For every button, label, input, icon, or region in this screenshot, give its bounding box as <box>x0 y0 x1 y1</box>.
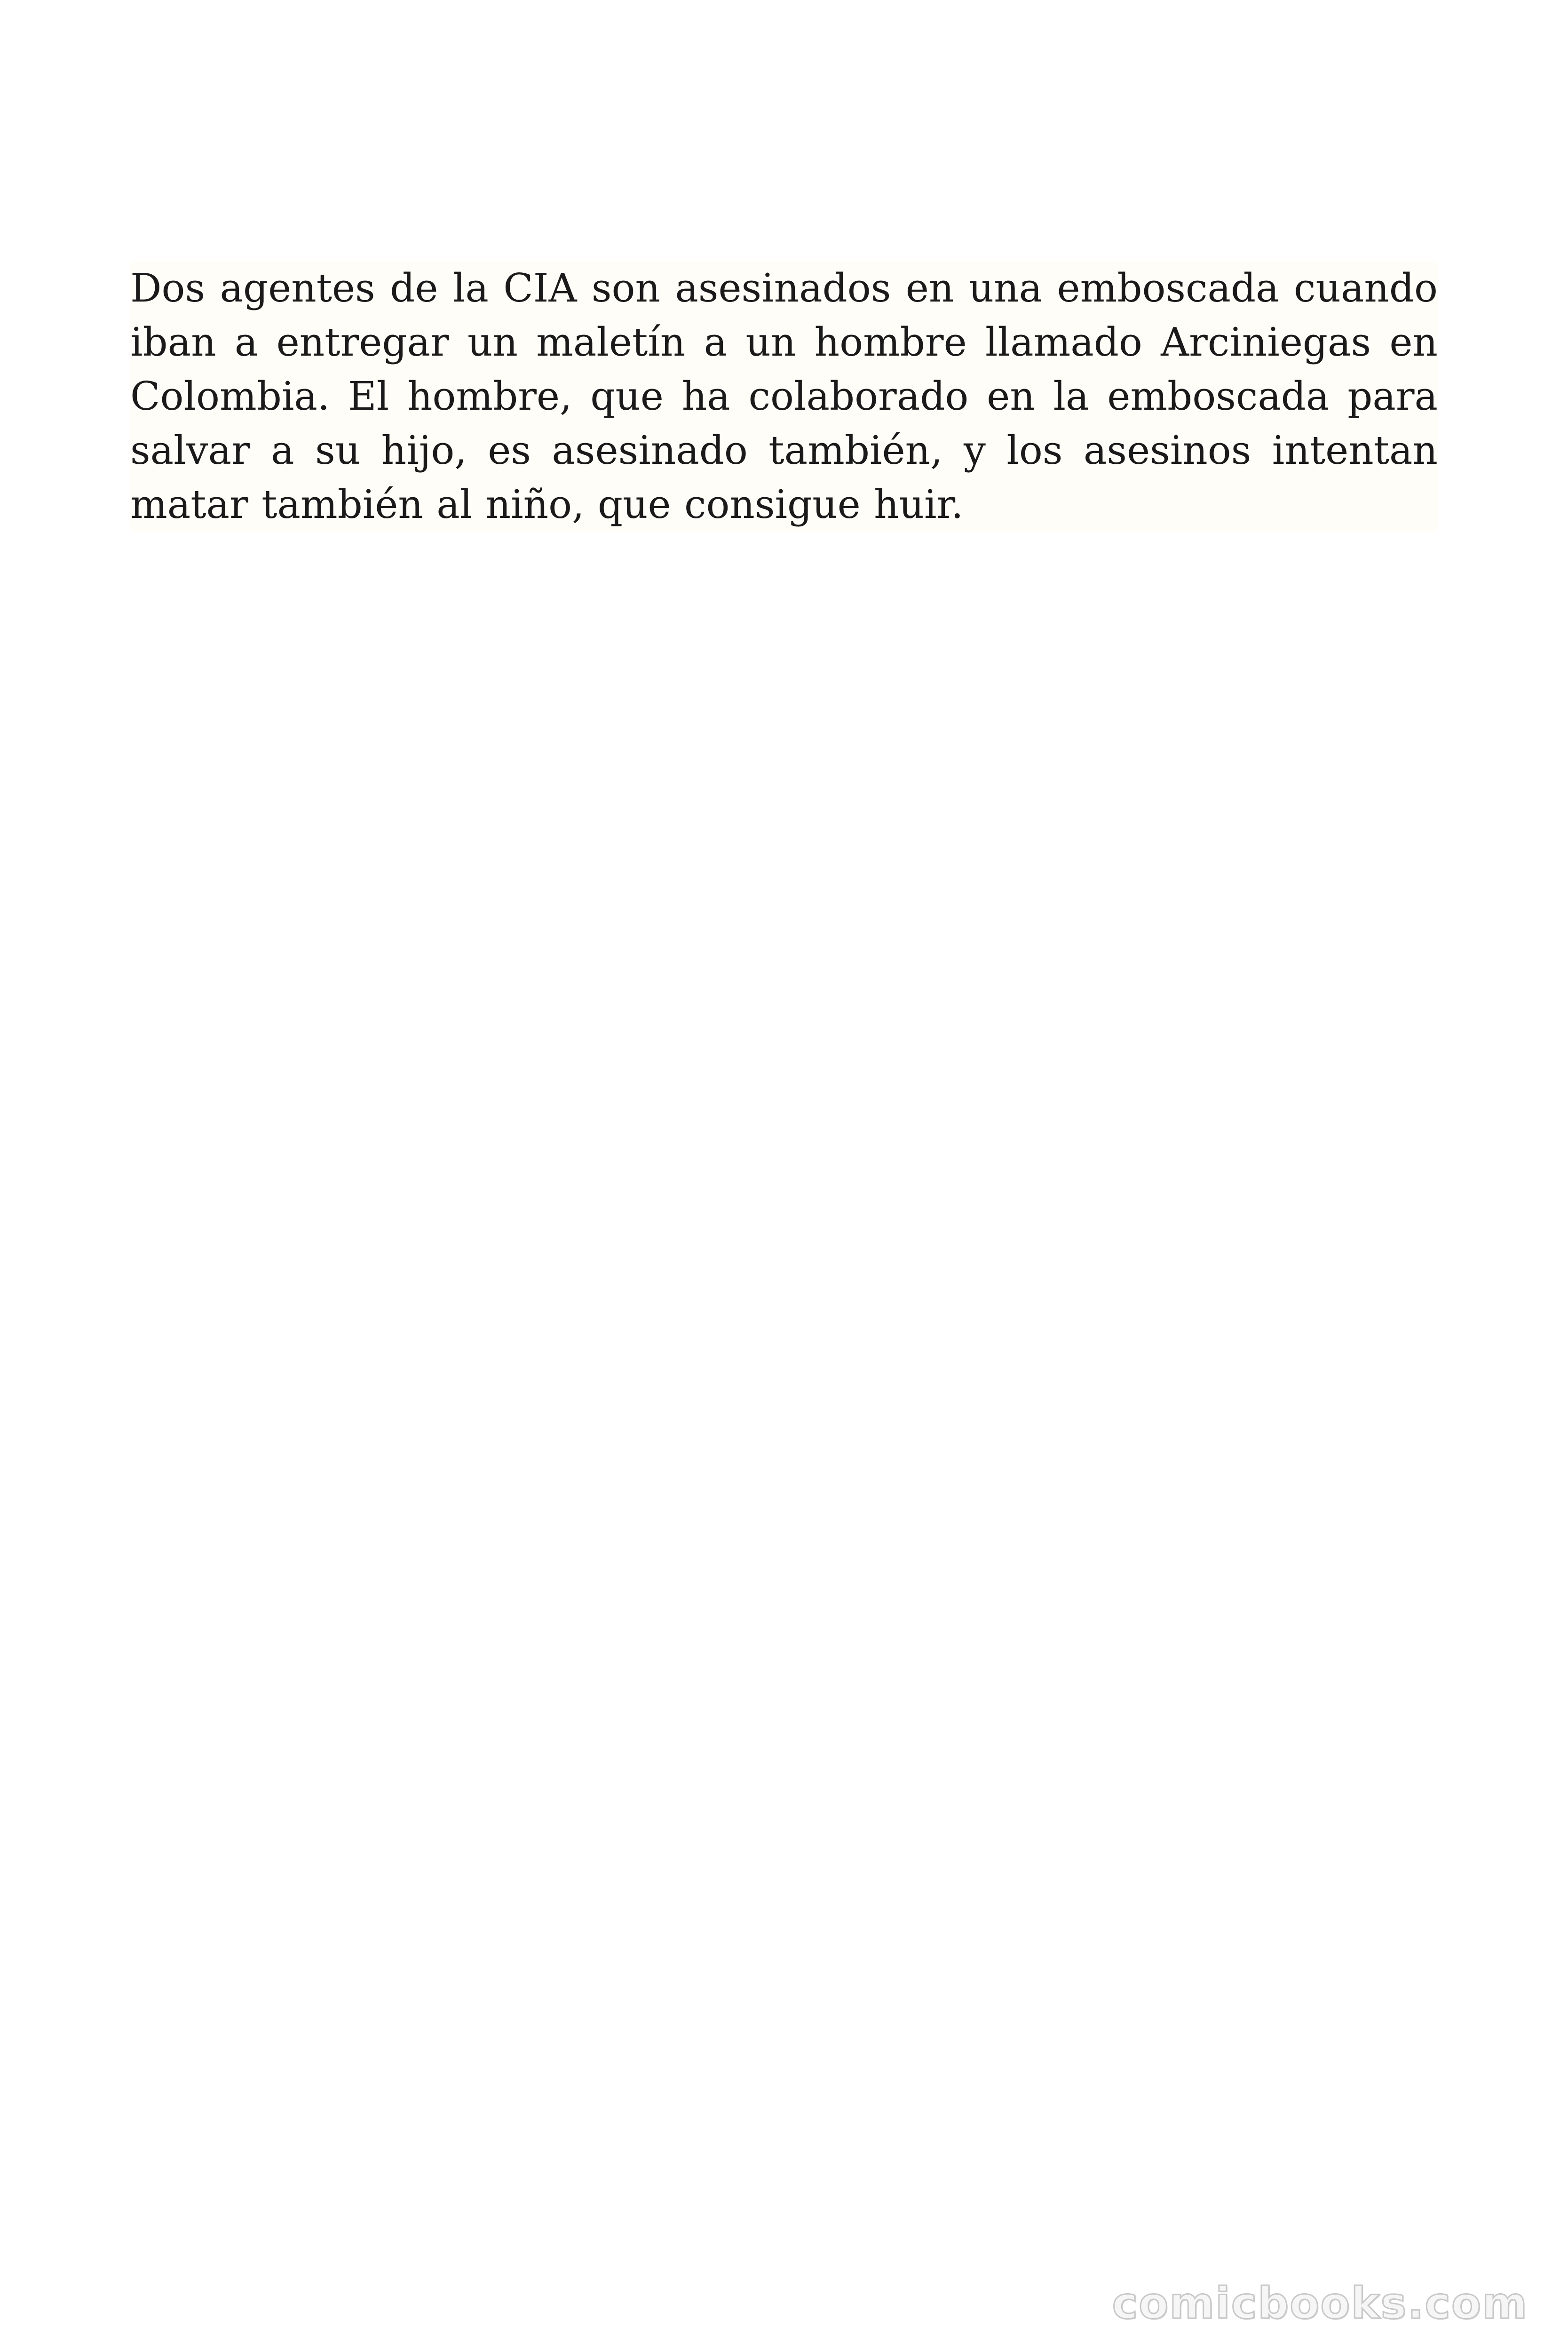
watermark-text: comicbooks.com <box>1112 2278 1528 2328</box>
body-paragraph: Dos agentes de la CIA son asesinados en una emboscada cuando iban a entregar un maletín a un hombre llamado Arciniegas en Colombia. El hombre, que ha colaborado en la emboscada para salvar a su hijo, es asesinado también, y los asesinos intentan matar también al niño, que consigue huir. <box>130 265 1438 527</box>
text-block <box>130 261 1438 532</box>
